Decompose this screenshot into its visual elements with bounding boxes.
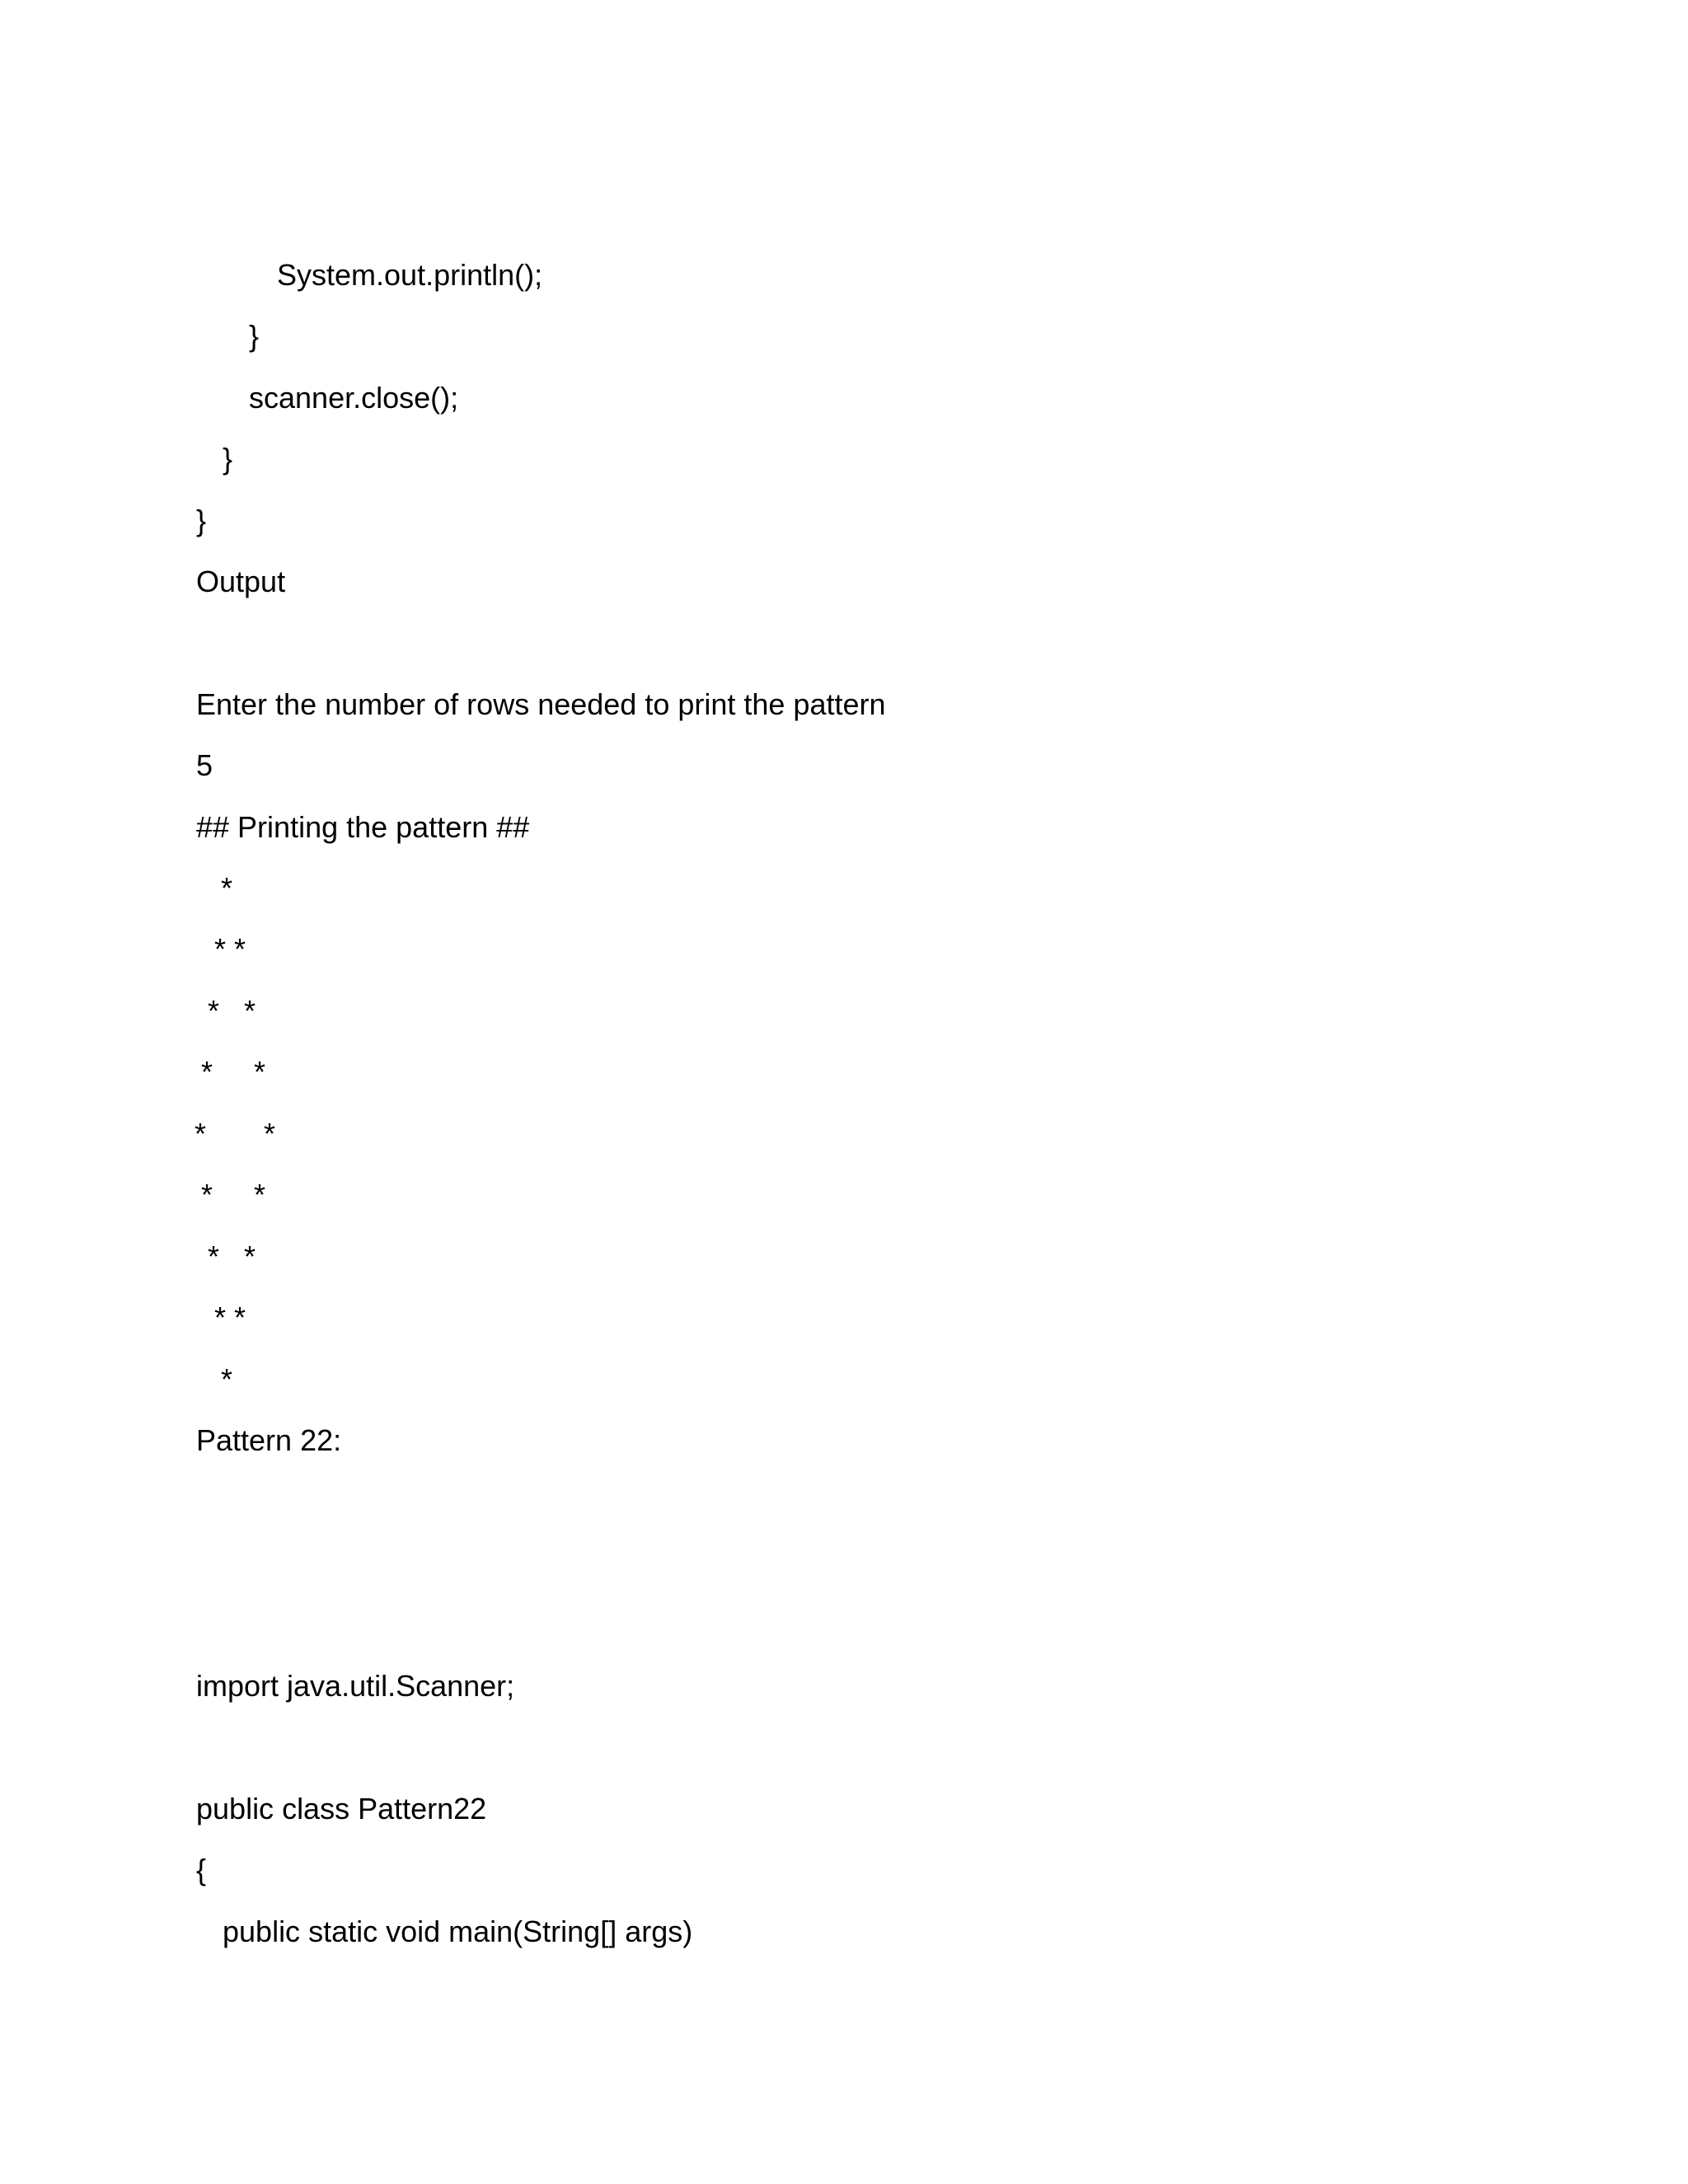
pattern-row: * * bbox=[214, 932, 246, 966]
pattern-row: * * bbox=[195, 1117, 276, 1151]
code-line-close-brace: } bbox=[196, 504, 207, 537]
pattern-row: * bbox=[221, 871, 233, 905]
pattern-row: * * bbox=[208, 994, 256, 1028]
output-pattern-title: ## Printing the pattern ## bbox=[196, 810, 530, 844]
pattern-row: * * bbox=[214, 1301, 246, 1334]
output-prompt: Enter the number of rows needed to print the pattern bbox=[196, 687, 886, 721]
code-line-open-brace: { bbox=[196, 1853, 207, 1886]
pattern-row: * * bbox=[201, 1178, 266, 1212]
pattern-row: * bbox=[221, 1362, 233, 1396]
code-line-println: System.out.println(); bbox=[277, 258, 543, 292]
code-line-close-brace: } bbox=[249, 319, 260, 353]
pattern-row: * * bbox=[201, 1055, 266, 1089]
output-input-value: 5 bbox=[196, 748, 213, 782]
code-line-scanner-close: scanner.close(); bbox=[249, 381, 459, 415]
section-heading: Pattern 22: bbox=[196, 1423, 342, 1457]
code-line-main-method: public static void main(String[] args) bbox=[223, 1915, 693, 1948]
code-line-close-brace: } bbox=[223, 442, 233, 476]
code-line-class-decl: public class Pattern22 bbox=[196, 1792, 487, 1825]
output-heading: Output bbox=[196, 565, 286, 598]
code-line-import: import java.util.Scanner; bbox=[196, 1669, 515, 1703]
pattern-row: * * bbox=[208, 1240, 256, 1273]
